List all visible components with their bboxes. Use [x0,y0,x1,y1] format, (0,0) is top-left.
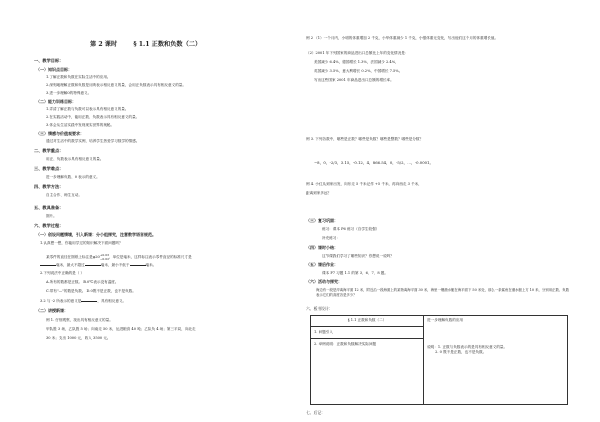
lesson-number: 第 2 课时 [90,41,118,48]
section-heading: 五、教具准备： [34,205,64,210]
question-1 [46,253,192,261]
section-heading: （六）活动与探究： [306,279,342,284]
text-segment: 3.2 与 -2 所表示的意义是 [40,299,82,303]
text-line: A.所有的数都是正数。 B.0℃表示没有温度。 [46,280,119,284]
text-line: 用正、负数表示具有相反意义的量。 [46,157,104,161]
board-left-cell [311,316,424,405]
text-line: 例 4. 小红从到家出发，向东走 5 千米记作 +5 千米，再向西走 3 千米， [306,182,422,186]
text-segment: 毫米，最大不超过 [56,263,85,267]
text-line: C.带有"—"的数是负数。 D.0既不是正数，也不是负数。 [46,289,136,293]
answer-blank[interactable] [130,262,146,266]
board-note: 进一步理解负数的应用 [427,318,464,322]
section-heading: （五）课后作业： [306,262,338,267]
answer-blank[interactable] [85,262,101,266]
text-line: 课本 P7 习题 1.1 的第 3、6、7、8 题。 [322,271,388,275]
section-heading: 四、教学方法： [34,184,64,189]
text-segment: ，具有相反意义。 [97,299,127,303]
text-line: 练习：课本 P6 练习（自学生较强） [322,227,380,231]
board-design-table [310,315,568,405]
text-line: 3.进一步理解0的特殊意义。 [46,91,92,95]
text-line: 1.认真想一想，你能用学过的知识解决下面问题吗？ [40,241,123,245]
question-3 [40,298,126,304]
text-line: 1.弄清了解正数与负数可以表示具有相反意义的量。 [46,107,129,111]
text-line: 2.在实践活动中，能用正数、负数表示具有相反意义的量。 [46,115,140,119]
section-heading: 六、教学过程： [34,223,64,228]
lesson-name: § 1.1 正数和负数（二） [133,41,202,48]
text-line: 这节课我们学习了哪些知识？你想说一说吗？ [322,254,394,258]
board-note: 说明：1. 正数与负数表示的是具有相反意义的量。 [427,345,508,349]
question-1-blanks [40,262,156,268]
text-segment: 毫米。 [145,263,157,267]
text-line: 美国减少 6.4%，德国增长 1.3%，法国减少 2.4%， [314,60,399,64]
text-line: （2）2001 年下列国家的商品进出口总额比上年的变化情况是： [306,51,409,55]
text-line: 补充练习： [322,236,340,240]
section-heading: 二、教学重点： [34,148,64,153]
board-right-cell [424,316,568,405]
section-heading: （三）情感与价值观要求： [36,131,84,136]
postscript-heading: 七、后记： [306,410,325,415]
text-line: 例 1. 仔细观察，找出具有相反意义的量。 [46,318,113,322]
number-list: −8，0，-2/3，3.15，-0.12，4，866.54，0，-5/2，…，-0.0001。 [314,160,434,165]
section-heading: 三、教学难点： [34,166,64,171]
text-line: 3.体会从生活实践中发现现实世界的奥秘。 [46,123,115,127]
text-segment: ，单位是毫米，这样标注表示零件直径的标准尺寸是 [109,255,192,259]
page-title [90,39,290,48]
text-line: 英国减少 3.5%，意大利增长 0.2%，中国增长 7.5%。 [314,69,403,73]
text-line: 图片。 [46,214,57,218]
text-segment: 某零件的直径在图纸上标注是φ20 [46,255,100,259]
text-line: 1.了解正数和负数在实际生活中的应用。 [46,75,111,79]
text-line: 2.下列说法中正确的是（ ） [40,271,85,275]
answer-blank[interactable] [81,298,97,302]
board-row: 1. 问题引入 [314,330,333,334]
section-heading: 六、板书设计： [306,306,333,311]
text-line: 30 米；支出 1000 元，收入 3500 元。 [46,336,111,340]
section-heading: （一）知识点目标： [36,67,72,72]
text-line: 写出这些国家 2001 年商品进出口总额的增长率。 [314,78,394,82]
text-line: 自主合作、师生互动。 [46,193,82,197]
text-line: 例 3. 下列各数中，哪些是正数？哪些是负数？哪些是整数？哪些是分数？ [306,137,424,141]
text-line: 通过对生活中的数学实例，培养学生热爱学习数学的情感。 [46,139,140,143]
text-line: 2.深刻地理解正数和负数是反映表示相反意义的量，会用正负数表示具有相反意义的量。 [46,83,186,87]
board-note: 2. 0 既不是正数，也不是负数。 [435,350,487,354]
section-heading: 一、教学目标： [34,58,64,63]
section-heading: （一）创设问题情境，引入新课：分小组探究，注意数学语言规范。 [36,232,156,237]
section-heading: （四）课时小结： [306,245,338,250]
text-line: 距离到家多远？ [306,191,332,195]
section-heading: （二）能力训练目标： [36,99,76,104]
text-line: 例 2 （1）一个月内，小明的体重增加 2 千克，小华体重减少 1 千克，小强体重无变化，写出他们这个月的体重增长值。 [306,36,499,40]
answer-blank[interactable] [40,262,56,266]
section-heading: （二）讲授新课： [36,308,68,313]
tolerance-fraction: +0.03 −0.02 [99,253,110,261]
text-line: 甲队胜 3 场，乙队胜 5 场；向南走 50 米，运进粮食 40 吨；乙队负 4 场；第三平局，向北走 [46,327,196,331]
board-heading: § 1.1 正数和负数（二） [347,318,387,322]
board-row: 2. 举例说明：正数和负数解决实际问题 [314,342,377,346]
text-line: 进一步理解负数、0 表示的意义。 [46,175,100,179]
text-line: 海边有一段是岸离海平面 12 米，附近沿一段海面上的某物离海平面 30 米，海里一艘潜水艇在海平面下 50 米处，那么一条鲨鱼在潜水艇上方 10 米，分别用正数、负数表示它们的高度各是多少？ [316,288,570,297]
section-heading: （三）复习巩固： [306,218,338,223]
text-segment: 毫米，最小不低于 [100,263,130,267]
